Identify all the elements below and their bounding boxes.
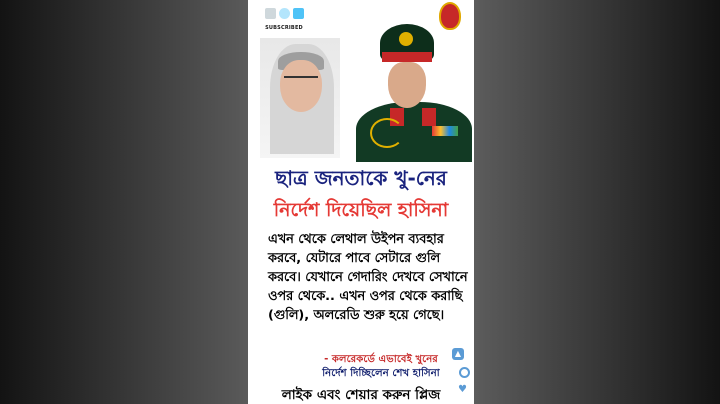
heart-icon[interactable]: ♥ <box>458 384 467 395</box>
call-to-action: লাইক এবং শেয়ার করুন প্লিজ <box>281 387 441 403</box>
subscribe-icons <box>260 8 308 19</box>
woman-portrait <box>260 38 340 158</box>
caption-line-2: নির্দেশ দিচ্ছিলেন শেখ হাসিনা <box>322 368 440 379</box>
quote-text: এখন থেকে লেথাল উইপন ব্যবহার করবে, যেটারে পাবে সেটারে গুলি করবে। যেখানে গেদারিং দেখবে সেখানে ওপর থেকে.. এখন ওপর থেকে করাছি (গুলি), অলরেডি শুরু হয়ে গেছে। <box>268 232 468 323</box>
caption-line-1: - কলরেকর্ডে এভাবেই খুনের <box>324 354 438 365</box>
share-icon[interactable] <box>459 367 470 378</box>
officer-portrait <box>356 22 472 162</box>
headline-line-1: ছাত্র জনতাকে খু-নের <box>275 166 447 190</box>
video-frame <box>248 0 474 404</box>
thumbs-up-icon[interactable]: ▲ <box>452 348 464 360</box>
like-icon <box>265 8 276 19</box>
left-blur-margin <box>0 0 248 404</box>
subscribed-label: SUBSCRIBED <box>265 25 303 31</box>
headline-line-2: নির্দেশ দিয়েছিল হাসিনা <box>273 199 449 221</box>
caption <box>288 353 474 381</box>
glasses-icon <box>284 76 318 84</box>
subscribed-badge <box>260 6 308 40</box>
bell-icon <box>293 8 304 19</box>
right-blur-margin <box>474 0 720 404</box>
share-icon <box>279 8 290 19</box>
medal-ribbons <box>432 126 458 136</box>
cap-badge-icon <box>399 32 413 46</box>
